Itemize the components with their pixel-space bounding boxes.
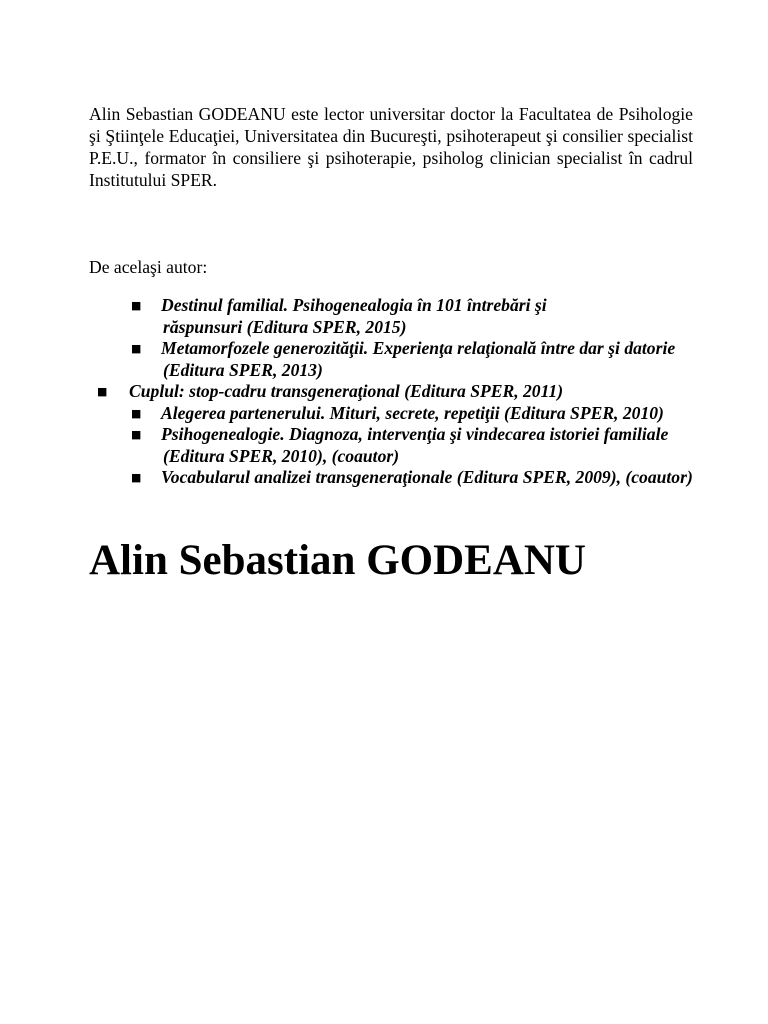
author-bio-paragraph: Alin Sebastian GODEANU este lector universitar doctor la Facultatea de Psihologie şi Ştiinţele Educaţiei, Universitatea din Bucureşti, psihoterapeut şi consilier specialist P.E.U., formator în consiliere şi psihoterapie, psiholog clinician specialist în cadrul Institutului SPER.: [89, 104, 693, 190]
square-bullet-icon: ■: [131, 471, 142, 484]
square-bullet-icon: ■: [131, 428, 142, 441]
square-bullet-icon: ■: [131, 299, 142, 312]
square-bullet-icon: ■: [131, 342, 142, 355]
work-title: Alegerea partenerului. Mituri, secrete, repetiţii (Editura SPER, 2010): [161, 402, 664, 423]
work-title: Cuplul: stop-cadru transgeneraţional (Editura SPER, 2011): [129, 381, 564, 401]
work-title: Psihogenealogie. Diagnoza, intervenţia şi vindecarea istoriei familiale (Editura SPER, 2010), (coautor): [161, 424, 669, 466]
work-title: Vocabularul analizei transgeneraţionale (Editura SPER, 2009), (coautor): [161, 467, 693, 487]
works-list: [0, 295, 768, 489]
list-item: [0, 424, 768, 467]
by-author-heading: De acelaşi autor:: [89, 257, 208, 277]
list-item: [0, 338, 768, 381]
list-item: [0, 403, 768, 425]
work-title: Destinul familial. Psihogenealogia în 101 întrebări şi răspunsuri (Editura SPER, 2015): [161, 295, 547, 337]
author-name-heading: Alin Sebastian GODEANU: [89, 537, 586, 584]
list-item: [0, 381, 768, 403]
list-item: [0, 467, 768, 489]
list-item: [0, 295, 768, 338]
square-bullet-icon: ■: [97, 385, 108, 398]
work-title: Metamorfozele generozităţii. Experienţa relaţională între dar şi datorie (Editura SPER, 2013): [161, 338, 676, 380]
square-bullet-icon: ■: [131, 406, 142, 420]
